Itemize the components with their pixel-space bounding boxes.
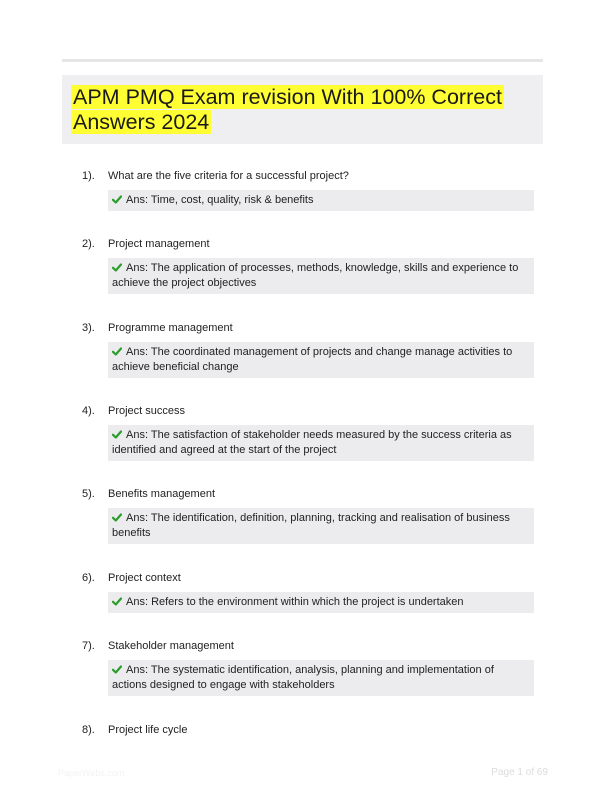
qa-answer-box	[108, 190, 534, 211]
check-icon	[112, 597, 122, 606]
qa-answer-box	[108, 258, 534, 294]
check-icon	[112, 263, 122, 272]
check-icon	[112, 195, 122, 204]
qa-question: Project success	[108, 405, 186, 417]
qa-answer-box	[108, 508, 534, 544]
qa-question: What are the five criteria for a successful project?	[108, 170, 349, 182]
qa-answer-box	[108, 342, 534, 378]
qa-number: 8).	[82, 724, 95, 736]
qa-answer-text: Ans: The satisfaction of stakeholder needs measured by the success criteria as identified and agreed at the start of the project	[112, 429, 512, 456]
qa-question: Stakeholder management	[108, 640, 234, 652]
qa-answer-text: Ans: The coordinated management of projects and change manage activities to achieve beneficial change	[112, 346, 513, 373]
qa-answer-text: Ans: The application of processes, methods, knowledge, skills and experience to achieve the project objectives	[112, 262, 519, 289]
check-icon	[112, 347, 122, 356]
footer-site-watermark: PaperWebs.com	[58, 768, 125, 778]
check-icon	[112, 430, 122, 439]
qa-question: Project life cycle	[108, 724, 188, 736]
document-title: APM PMQ Exam revision With 100% Correct Answers 2024	[73, 85, 502, 134]
qa-question: Benefits management	[108, 488, 216, 500]
qa-number: 2).	[82, 238, 95, 250]
qa-answer-box	[108, 425, 534, 461]
check-icon	[112, 665, 122, 674]
qa-answer-box	[108, 592, 534, 613]
qa-answer-text: Ans: Time, cost, quality, risk & benefits	[126, 194, 314, 206]
qa-answer-text: Ans: Refers to the environment within which the project is undertaken	[126, 596, 464, 608]
qa-question: Project context	[108, 572, 181, 584]
footer-page-number: Page 1 of 69	[491, 767, 548, 778]
qa-number: 7).	[82, 640, 95, 652]
qa-question: Programme management	[108, 322, 233, 334]
qa-number: 5).	[82, 488, 95, 500]
qa-number: 1).	[82, 170, 95, 182]
qa-answer-box	[108, 660, 534, 696]
qa-answer-text: Ans: The systematic identification, analysis, planning and implementation of actions designed to engage with stakeholders	[112, 664, 494, 691]
qa-number: 6).	[82, 572, 95, 584]
qa-question: Project management	[108, 238, 210, 250]
check-icon	[112, 513, 122, 522]
qa-number: 3).	[82, 322, 95, 334]
qa-number: 4).	[82, 405, 95, 417]
qa-answer-text: Ans: The identification, definition, planning, tracking and realisation of business benefits	[112, 512, 510, 539]
